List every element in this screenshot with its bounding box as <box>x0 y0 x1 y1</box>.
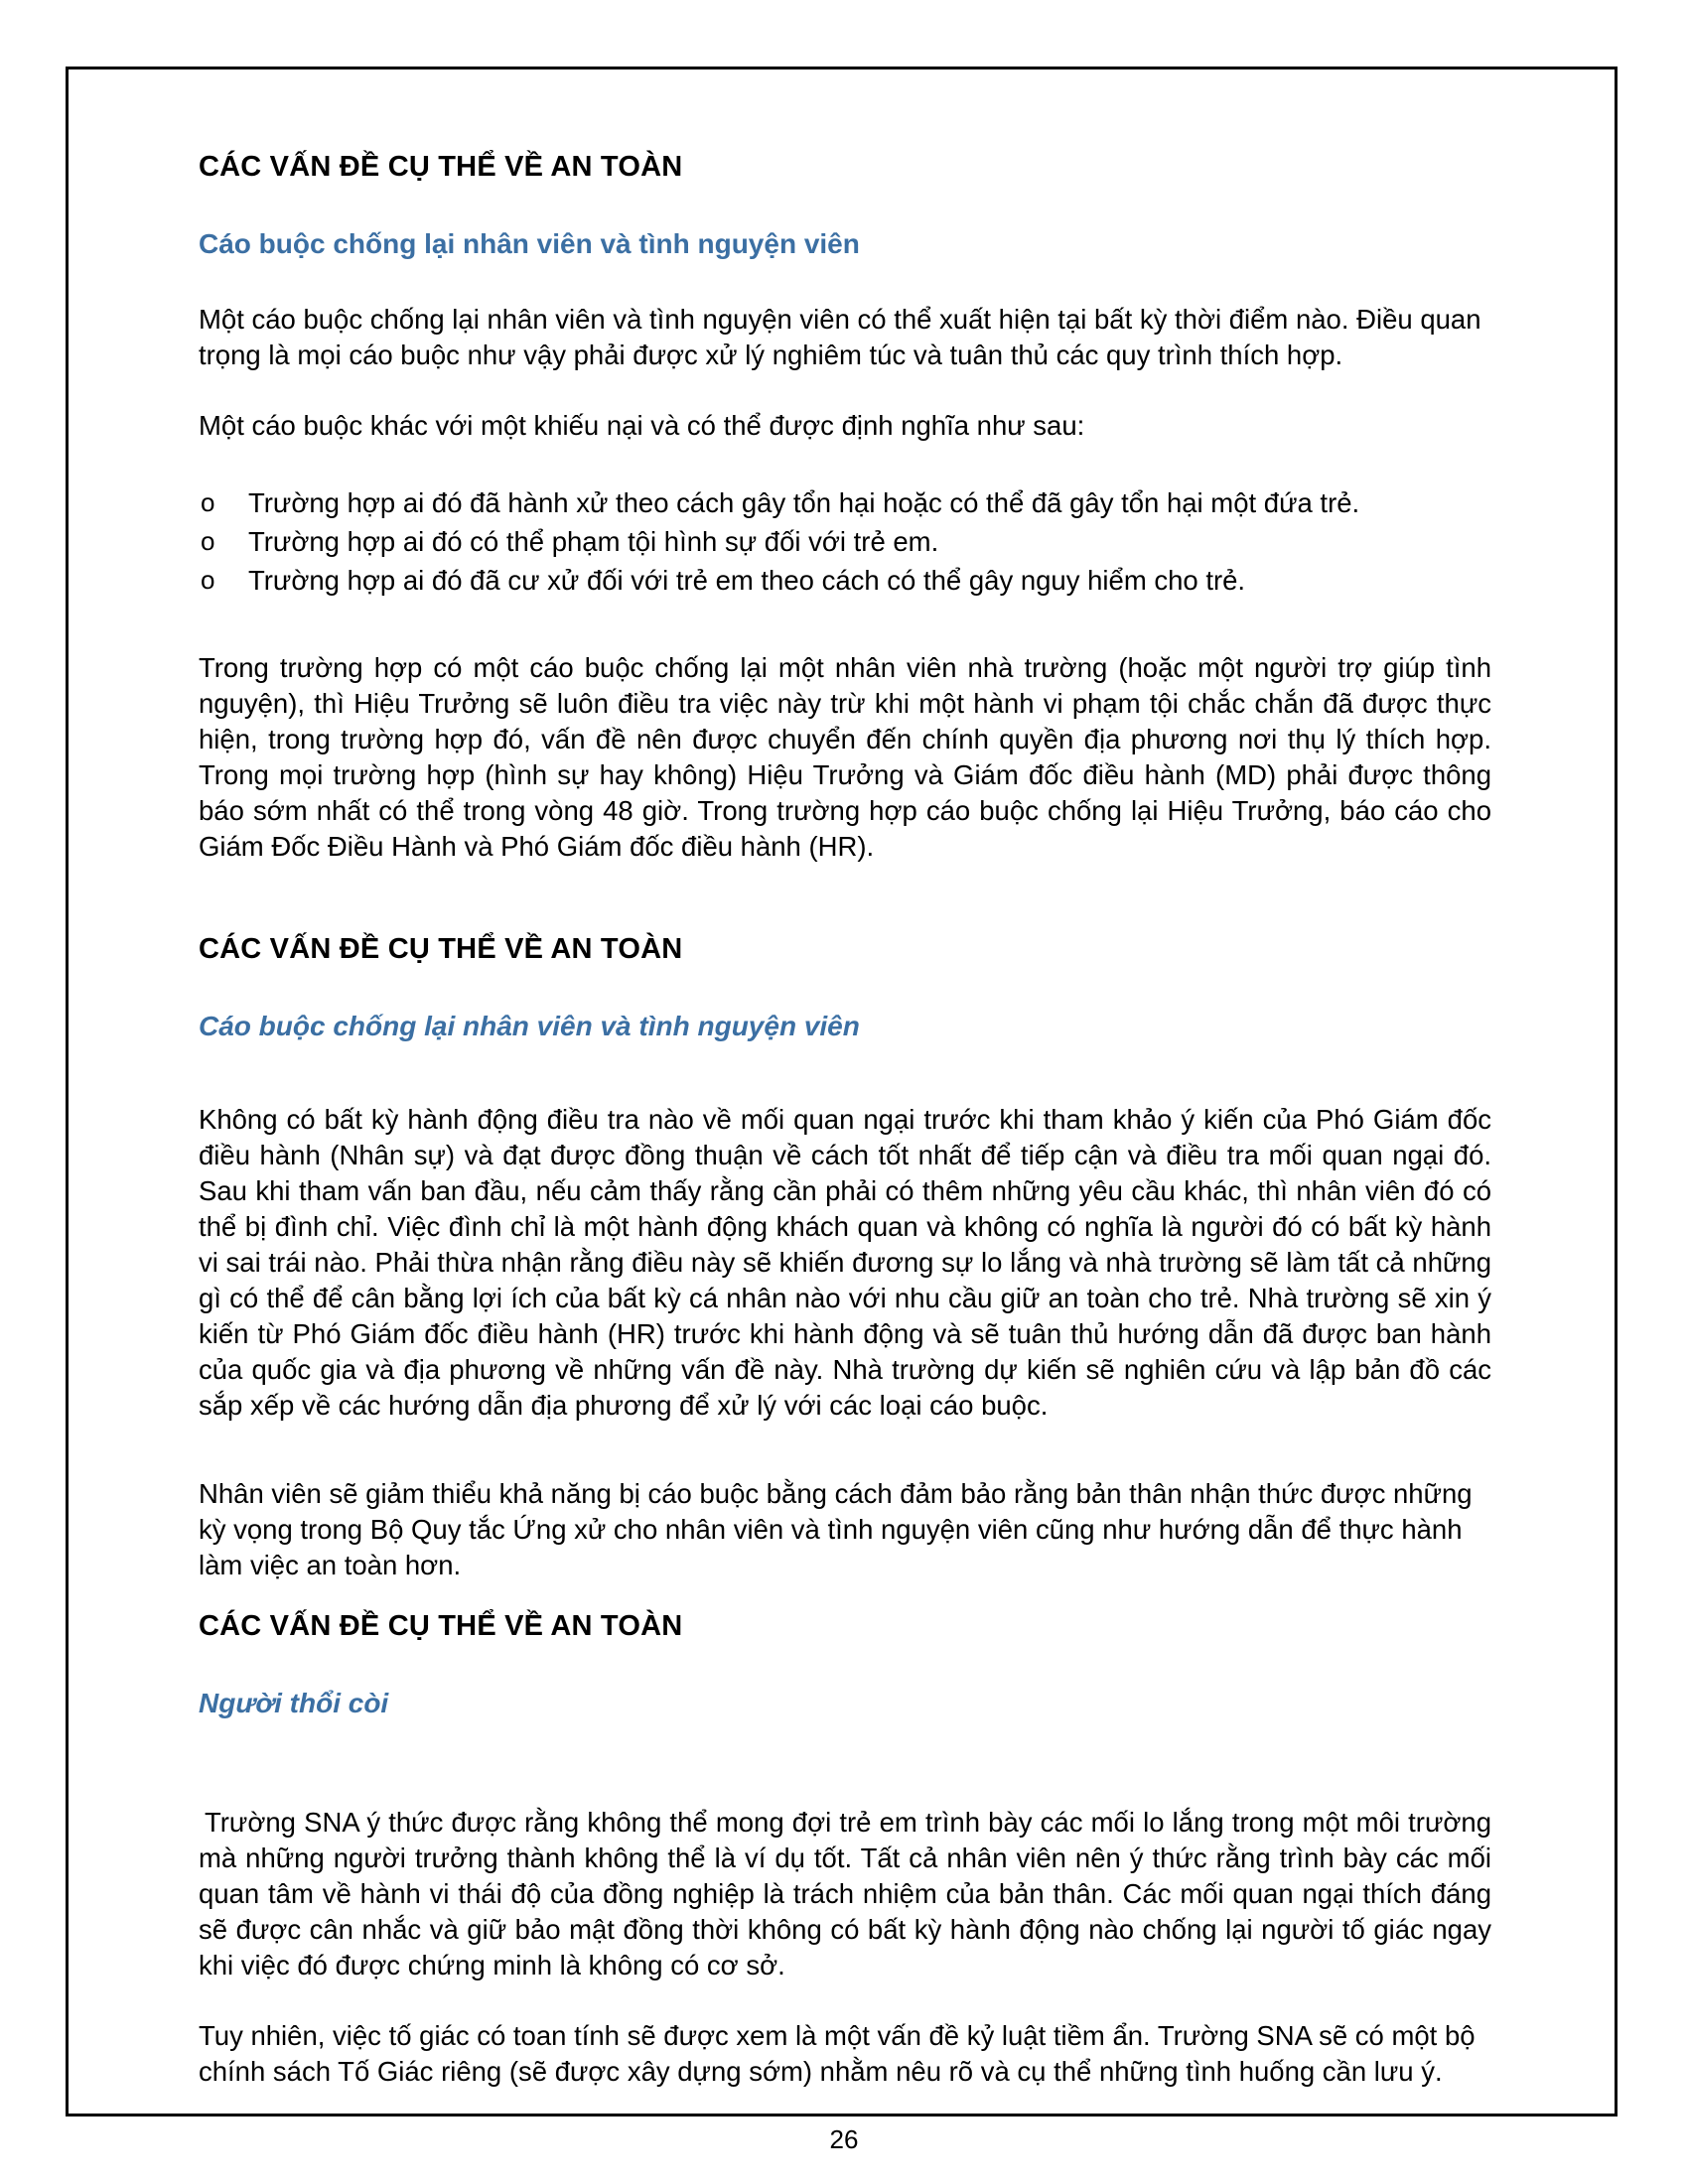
list-item-text: Trường hợp ai đó đã hành xử theo cách gây tổn hại hoặc có thể đã gây tổn hại một đứa trẻ. <box>248 487 1360 518</box>
section-subheading-3: Người thổi còi <box>199 1688 389 1718</box>
list-item-text: Trường hợp ai đó đã cư xử đối với trẻ em theo cách có thể gây nguy hiểm cho trẻ. <box>248 565 1246 596</box>
allegation-criteria-list <box>199 483 1491 600</box>
bullet-marker: o <box>201 487 215 517</box>
paragraph-whistleblowing-policy: Tuy nhiên, việc tố giác có toan tính sẽ được xem là một vấn đề kỷ luật tiềm ẩn. Trường SNA sẽ có một bộ chính sách Tố Giác riêng (sẽ được xây dựng sớm) nhằm nêu rõ và cụ thể những tình huống cần lưu ý. <box>199 2020 1476 2087</box>
bullet-marker: o <box>201 526 215 556</box>
list-item <box>199 483 1491 522</box>
paragraph-whistleblower: Trường SNA ý thức được rằng không thể mong đợi trẻ em trình bày các mối lo lắng trong một môi trường mà những người trưởng thành không thể là ví dụ tốt. Tất cả nhân viên nên ý thức rằng trình bày các mối quan tâm về hành vi thái độ của đồng nghiệp là trách nhiệm của bản thân. Các mối quan ngại thích đáng sẽ được cân nhắc và giữ bảo mật đồng thời không có bất kỳ hành động nào chống lại người tố giác ngay khi việc đó được chứng minh là không có cơ sở. <box>199 1807 1491 1980</box>
section-heading-1: CÁC VẤN ĐỀ CỤ THỂ VỀ AN TOÀN <box>199 151 683 183</box>
paragraph-allegation-definition: Một cáo buộc khác với một khiếu nại và có thể được định nghĩa như sau: <box>199 410 1085 441</box>
list-item <box>199 561 1491 600</box>
page-number: 26 <box>829 2124 859 2154</box>
paragraph-investigation-consultation: Không có bất kỳ hành động điều tra nào về mối quan ngại trước khi tham khảo ý kiến của Phó Giám đốc điều hành (Nhân sự) và đạt được đồng thuận về cách tốt nhất để tiếp cận và điều tra mối quan ngại đó. Sau khi tham vấn ban đầu, nếu cảm thấy rằng cần phải có thêm những yêu cầu khác, thì nhân viên đó có thể bị đình chỉ. Việc đình chỉ là một hành động khách quan và không có nghĩa là người đó có bất kỳ hành vi sai trái nào. Phải thừa nhận rằng điều này sẽ khiến đương sự lo lắng và nhà trường sẽ làm tất cả những gì có thể để cân bằng lợi ích của bất kỳ cá nhân nào với nhu cầu giữ an toàn cho trẻ. Nhà trường sẽ xin ý kiến từ Phó Giám đốc điều hành (HR) trước khi hành động và sẽ tuân thủ hướng dẫn đã được ban hành của quốc gia và địa phương về những vấn đề này. Nhà trường dự kiến sẽ nghiên cứu và lập bản đồ các sắp xếp về các hướng dẫn địa phương để xử lý với các loại cáo buộc. <box>199 1104 1491 1421</box>
paragraph-principal-investigation: Trong trường hợp có một cáo buộc chống lại một nhân viên nhà trường (hoặc một người trợ giúp tình nguyện), thì Hiệu Trưởng sẽ luôn điều tra việc này trừ khi một hành vi phạm tội chắc chắn đã được thực hiện, trong trường hợp đó, vấn đề nên được chuyển đến chính quyền địa phương nơi thụ lý thích hợp. Trong mọi trường hợp (hình sự hay không) Hiệu Trưởng và Giám đốc điều hành (MD) phải được thông báo sớm nhất có thể trong vòng 48 giờ. Trong trường hợp cáo buộc chống lại Hiệu Trưởng, báo cáo cho Giám Đốc Điều Hành và Phó Giám đốc điều hành (HR). <box>199 652 1491 862</box>
section-subheading-1: Cáo buộc chống lại nhân viên và tình nguyện viên <box>199 228 860 259</box>
section-heading-2: CÁC VẤN ĐỀ CỤ THỂ VỀ AN TOÀN <box>199 933 683 965</box>
list-item <box>199 522 1491 561</box>
paragraph-allegation-intro: Một cáo buộc chống lại nhân viên và tình nguyện viên có thể xuất hiện tại bất kỳ thời điểm nào. Điều quan trọng là mọi cáo buộc như vậy phải được xử lý nghiêm túc và tuân thủ các quy trình thích hợp. <box>199 304 1481 370</box>
bullet-marker: o <box>201 565 215 595</box>
list-item-text: Trường hợp ai đó có thể phạm tội hình sự đối với trẻ em. <box>248 526 939 557</box>
section-heading-3: CÁC VẤN ĐỀ CỤ THỂ VỀ AN TOÀN <box>199 1610 683 1642</box>
paragraph-code-of-conduct: Nhân viên sẽ giảm thiểu khả năng bị cáo buộc bằng cách đảm bảo rằng bản thân nhận thức được những kỳ vọng trong Bộ Quy tắc Ứng xử cho nhân viên và tình nguyện viên cũng như hướng dẫn để thực hành làm việc an toàn hơn. <box>199 1478 1473 1580</box>
section-subheading-2: Cáo buộc chống lại nhân viên và tình nguyện viên <box>199 1011 860 1041</box>
